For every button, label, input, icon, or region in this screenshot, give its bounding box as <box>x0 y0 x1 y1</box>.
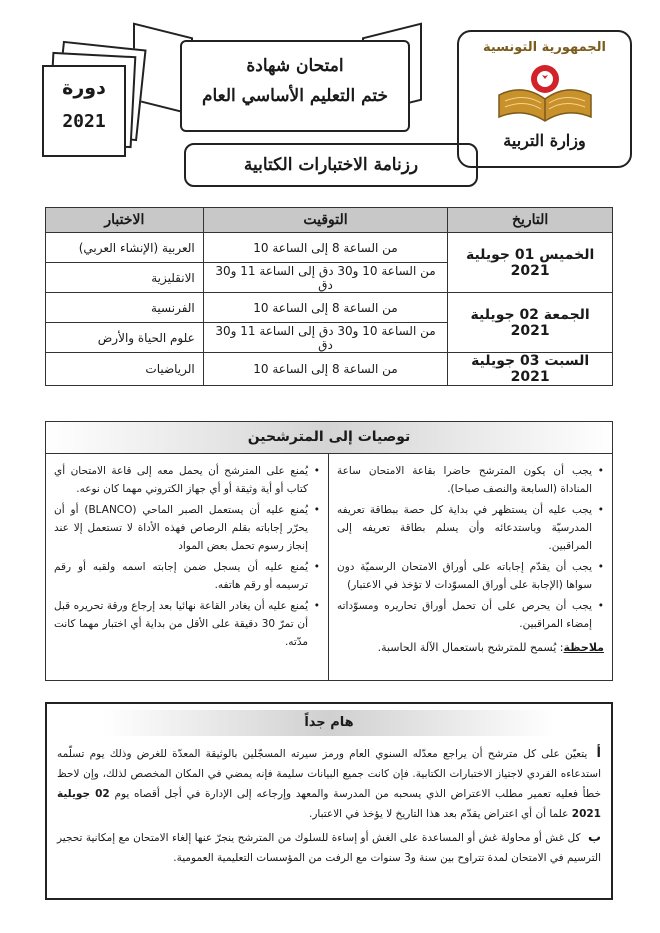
table-row <box>46 353 613 386</box>
table-row <box>46 233 613 263</box>
exam-title-line2: ختم التعليم الأساسي العام <box>201 86 389 106</box>
recommendations-box <box>45 421 613 681</box>
row-date: الخميس 01 جويلية 2021 <box>448 233 613 293</box>
list-item: • يجب أن يكون المترشح حاضرا بقاعة الامتحان ساعة المناداة (السابعة والنصف صباحا). <box>337 462 604 498</box>
item-marker: أ <box>596 746 601 761</box>
row-time: من الساعة 8 إلى الساعة 10 <box>203 353 447 386</box>
session-badge <box>30 40 140 165</box>
header-time: التوقيت <box>203 208 447 233</box>
row-time: من الساعة 8 إلى الساعة 10 <box>203 293 447 323</box>
exam-banner <box>180 40 410 132</box>
row-subject: الرياضيات <box>46 353 204 386</box>
row-time: من الساعة 8 إلى الساعة 10 <box>203 233 447 263</box>
important-item-a <box>57 744 601 824</box>
list-item: • يُمنع عليه أن يستعمل الصبر الماحي (BLANCO) أو أن يحرّر إجاباته بقلم الرصاص فهذه الأداة لا تستعمل إلا عند إنجاز رسوم تحمل بعض المواد <box>54 501 320 555</box>
row-time: من الساعة 10 و30 دق إلى الساعة 11 و30 دق <box>203 263 447 293</box>
recommendations-left-column <box>46 454 329 680</box>
session-label: دورة <box>62 77 106 99</box>
important-box <box>45 702 613 900</box>
important-title: هام جداً <box>103 710 554 736</box>
session-year: 2021 <box>62 111 106 132</box>
row-subject: علوم الحياة والأرض <box>46 323 204 353</box>
list-item: • يُمنع عليه أن يسجل ضمن إجابته اسمه ولقبه أو رقم ترسيمه أو رقم هاتفه. <box>54 558 320 594</box>
list-item: • يُمنع عليه أن يغادر القاعة نهائيا بعد إرجاع ورقة تحريره قبل أن تمرّ 30 دقيقة على الأقل من بداية أي اختبار مهما كانت مدّته. <box>54 597 320 651</box>
republic-label: الجمهورية التونسية <box>482 40 607 55</box>
recommendations-title: توصيات إلى المترشحين <box>46 422 612 454</box>
recommendations-right-column <box>329 454 612 680</box>
row-date: الجمعة 02 جويلية 2021 <box>448 293 613 353</box>
row-subject: الفرنسية <box>46 293 204 323</box>
row-subject: العربية (الإنشاء العربي) <box>46 233 204 263</box>
item-deadline: 02 جويلية 2021 <box>57 788 601 820</box>
row-time: من الساعة 10 و30 دق إلى الساعة 11 و30 دق <box>203 323 447 353</box>
item-text-after: علما أن أي اعتراض يقدّم بعد هذا التاريخ لا يؤخذ في الاعتبار. <box>308 808 569 820</box>
ministry-logo <box>457 30 632 168</box>
note-label: ملاحظة <box>563 641 604 654</box>
important-item-b <box>57 828 601 868</box>
note: ملاحظة: يُسمح للمترشح باستعمال الآلة الحاسبة. <box>377 641 604 654</box>
header-date: التاريخ <box>448 208 613 233</box>
item-text: كل غش أو محاولة غش أو المساعدة على الغش أو إساءة للسلوك من المترشح ينجرّ عنها إلغاء الامتحان مع إمكانية تحجير الترسيم في الامتحان لمدة تتراوح بين سنة و3 سنوات مع الرفت من المؤسسات التعليمية العمومية. <box>57 832 601 864</box>
list-item: • يجب أن يحرص على أن تحمل أوراق تحاريره ومسوّداته إمضاء المراقبين. <box>337 597 604 633</box>
item-text: يتعيّن على كل مترشح أن يراجع معدّله السنوي العام ورمز سيرته المسجّلين بالوثيقة المعدّة للغرض وذلك يوم تسلّمه استدعاءه الفردي لاجتياز الاختبارات الكتابية. فإن كانت جميع البيانات سليمة فإنه يمضي في المكان المخصص لذلك، وإن لاحظ خطأ فعليه تعمير مطلب الاعتراض الذي يسحبه من المدرسة والمعهد وإرجاعه إلى الإدارة في أجل أقصاه يوم <box>57 748 601 800</box>
row-subject: الانقليزية <box>46 263 204 293</box>
page-title: رزنامة الاختبارات الكتابية <box>184 143 478 187</box>
row-date: السبت 03 جويلية 2021 <box>448 353 613 386</box>
list-item: • يُمنع على المترشح أن يحمل معه إلى قاعة الامتحان أي كتاب أو أية وثيقة أو أي جهاز الكتروني مهما كان نوعه. <box>54 462 320 498</box>
ministry-label: وزارة التربية <box>503 131 586 150</box>
header-subject: الاختبار <box>46 208 204 233</box>
sheet-front <box>42 65 126 157</box>
note-text: يُسمح للمترشح باستعمال الآلة الحاسبة. <box>377 641 557 654</box>
list-item: • يجب أن يقدّم إجاباته على أوراق الامتحان الرسميّة دون سواها (الإجابة على أوراق المسوّدات لا تؤخذ في الاعتبار) <box>337 558 604 594</box>
list-item: • يجب عليه أن يستظهر في بداية كل حصة ببطاقة تعريفه المدرسيّة وباستدعائه وأن يسلم بطاقة تعريفه إلى المراقبين. <box>337 501 604 555</box>
schedule-table <box>45 207 613 386</box>
exam-title-line1: امتحان شهادة <box>246 56 344 76</box>
item-marker: ب <box>587 830 602 845</box>
table-header-row <box>46 208 613 233</box>
book-emblem-icon <box>495 61 595 123</box>
table-row <box>46 293 613 323</box>
